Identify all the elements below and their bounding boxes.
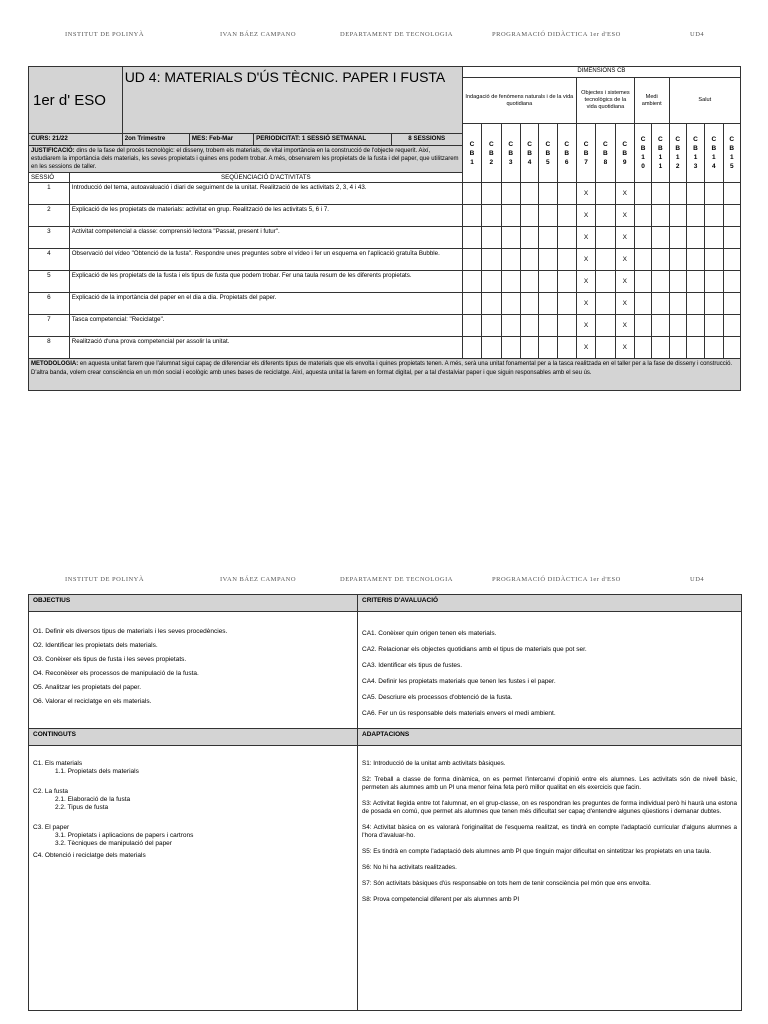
header-institute: INSTITUT DE POLINYÀ bbox=[65, 31, 145, 38]
criteria-list bbox=[358, 612, 742, 729]
adaptation-item: S2: Treball a classe de forma dinàmica, on es permet l'intercanvi d'opinió entre els alumnes. Les activitats són de nivell bàsic, permeten als alumnes amb un PI una menor feina feta però millor qualitat en els exercicis que facin. bbox=[362, 776, 737, 791]
cb-header: C B 9 bbox=[615, 124, 634, 183]
cb-mark-cell bbox=[686, 183, 704, 205]
cb-header: C B 1 0 bbox=[634, 124, 651, 183]
cb-mark-cell bbox=[686, 293, 704, 315]
cb-mark-cell bbox=[520, 205, 538, 227]
activity-description: Explicació de les propietats de materials: activitat en grup. Realització de les activitats 5, 6 i 7. bbox=[69, 205, 462, 227]
cb-mark-cell bbox=[723, 337, 741, 359]
cb-mark-cell bbox=[723, 315, 741, 337]
cb-mark-cell bbox=[705, 293, 723, 315]
session-number: 5 bbox=[29, 271, 70, 293]
cb-mark-cell bbox=[686, 205, 704, 227]
cb-mark-cell bbox=[462, 227, 481, 249]
activity-row bbox=[29, 227, 741, 249]
cb-header: C B 2 bbox=[482, 124, 501, 183]
cb-mark-cell bbox=[652, 271, 669, 293]
sequence-header: SEQÜENCIACIÓ D'ACTIVITATS bbox=[69, 173, 462, 183]
methodology-label: METODOLOGIA: bbox=[31, 361, 79, 367]
activity-row bbox=[29, 293, 741, 315]
cb-header: C B 6 bbox=[557, 124, 576, 183]
cb-mark-cell bbox=[705, 205, 723, 227]
cb-mark-cell bbox=[557, 315, 576, 337]
cb-mark-cell bbox=[652, 183, 669, 205]
cb-mark-cell bbox=[634, 205, 651, 227]
cb-mark-cell: X bbox=[615, 271, 634, 293]
adaptation-item: S8: Prova competencial diferent per als alumnes amb PI bbox=[362, 896, 520, 903]
objectives-header: OBJECTIUS bbox=[29, 595, 358, 612]
session-number: 4 bbox=[29, 249, 70, 271]
cb-mark-cell bbox=[705, 227, 723, 249]
activity-description: Activitat competencial a classe: comprensió lectora "Passat, present i futur". bbox=[69, 227, 462, 249]
cb-mark-cell bbox=[482, 293, 501, 315]
cb-mark-cell: X bbox=[576, 337, 595, 359]
cb-mark-cell bbox=[634, 183, 651, 205]
methodology bbox=[29, 359, 741, 391]
cb-mark-cell bbox=[669, 293, 686, 315]
cb-mark-cell: X bbox=[576, 271, 595, 293]
cb-mark-cell bbox=[705, 315, 723, 337]
content-subitem: 3.1. Propietats i aplicacions de papers i cartrons bbox=[55, 832, 194, 839]
activity-row bbox=[29, 183, 741, 205]
cb-mark-cell bbox=[596, 205, 615, 227]
cb-header: C B 3 bbox=[501, 124, 520, 183]
cb-mark-cell bbox=[520, 293, 538, 315]
cb-mark-cell bbox=[596, 227, 615, 249]
cb-mark-cell bbox=[723, 183, 741, 205]
trimester: 2on Trimestre bbox=[122, 134, 189, 146]
cb-mark-cell bbox=[482, 337, 501, 359]
criteria-item: CA3. Identificar els tipus de fustes. bbox=[362, 662, 463, 669]
cb-mark-cell bbox=[705, 183, 723, 205]
content-subitem: 3.2. Tècniques de manipulació del paper bbox=[55, 840, 172, 847]
cb-mark-cell bbox=[652, 205, 669, 227]
cb-mark-cell: X bbox=[615, 183, 634, 205]
session-number: 2 bbox=[29, 205, 70, 227]
activity-description: Explicació de les propietats de la fusta i els tipus de fusta que podem trobar. Fer una taula resum de les diferents propietats. bbox=[69, 271, 462, 293]
cb-mark-cell bbox=[501, 271, 520, 293]
adaptation-item: S6: No hi ha activitats realitzades. bbox=[362, 864, 457, 871]
cb-mark-cell bbox=[462, 205, 481, 227]
cb-mark-cell bbox=[669, 271, 686, 293]
cb-header: C B 1 3 bbox=[686, 124, 704, 183]
cb-mark-cell bbox=[501, 315, 520, 337]
cb-mark-cell bbox=[539, 271, 557, 293]
cb-mark-cell bbox=[557, 227, 576, 249]
cb-mark-cell bbox=[520, 315, 538, 337]
cb-mark-cell bbox=[669, 183, 686, 205]
activity-description: Observació del vídeo "Obtenció de la fusta". Respondre unes preguntes sobre el vídeo i fer un esquema en l'aplicació gratuïta Bubble. bbox=[69, 249, 462, 271]
objective-item: O2. Identificar les propietats dels materials. bbox=[33, 642, 158, 649]
cb-header: C B 7 bbox=[576, 124, 595, 183]
activity-row bbox=[29, 337, 741, 359]
cb-mark-cell bbox=[462, 183, 481, 205]
cb-mark-cell bbox=[596, 337, 615, 359]
cb-mark-cell bbox=[723, 227, 741, 249]
cb-mark-cell: X bbox=[576, 205, 595, 227]
criteria-item: CA6. Fer un ús responsable dels materials envers el medi ambient. bbox=[362, 710, 556, 717]
cb-mark-cell bbox=[634, 337, 651, 359]
cb-mark-cell bbox=[520, 337, 538, 359]
cb-mark-cell bbox=[462, 271, 481, 293]
cb-mark-cell bbox=[669, 227, 686, 249]
cb-mark-cell bbox=[539, 183, 557, 205]
content-subitem: 2.1. Elaboració de la fusta bbox=[55, 796, 131, 803]
cb-mark-cell bbox=[634, 249, 651, 271]
cb-mark-cell bbox=[723, 293, 741, 315]
criteria-item: CA4. Definir les propietats materials que tenen les fustes i el paper. bbox=[362, 678, 556, 685]
cb-mark-cell bbox=[634, 271, 651, 293]
header-department: DEPARTAMENT DE TECNOLOGIA bbox=[340, 31, 453, 38]
dimension-environment: Medi ambient bbox=[634, 78, 669, 124]
cb-mark-cell bbox=[557, 293, 576, 315]
course-year: CURS: 21/22 bbox=[29, 134, 123, 146]
cb-mark-cell bbox=[520, 271, 538, 293]
cb-mark-cell bbox=[557, 337, 576, 359]
cb-mark-cell bbox=[723, 271, 741, 293]
activity-description: Explicació de la importància del paper en el dia a dia. Propietats del paper. bbox=[69, 293, 462, 315]
session-header: SESSIÓ bbox=[29, 173, 70, 183]
cb-mark-cell bbox=[462, 249, 481, 271]
adaptation-item: S4: Activitat bàsica on es valorarà l'originalitat de l'esquema realitzat, es tindrà en compte l'adaptació curricular d'alguns alumnes a l'hora d'avaluar-ho. bbox=[362, 824, 737, 839]
cb-mark-cell bbox=[482, 205, 501, 227]
cb-mark-cell bbox=[686, 315, 704, 337]
session-number: 1 bbox=[29, 183, 70, 205]
justification-label: JUSTIFICACIÓ: bbox=[31, 148, 75, 154]
cb-mark-cell bbox=[686, 227, 704, 249]
cb-mark-cell: X bbox=[615, 293, 634, 315]
cb-mark-cell bbox=[669, 205, 686, 227]
cb-mark-cell bbox=[557, 205, 576, 227]
content-title: C2. La fusta bbox=[33, 788, 69, 795]
unit-title: UD 4: MATERIALS D'ÚS TÈCNIC. PAPER I FUSTA bbox=[122, 67, 462, 134]
cb-mark-cell bbox=[723, 249, 741, 271]
cb-mark-cell bbox=[557, 271, 576, 293]
adaptation-item: S7: Són activitats bàsiques d'ús responsable on tots hem de tenir consciència pel món que ens envolta. bbox=[362, 880, 651, 887]
dimension-health: Salut bbox=[669, 78, 740, 124]
activity-row bbox=[29, 205, 741, 227]
cb-mark-cell bbox=[723, 205, 741, 227]
content-title: C1. Els materials bbox=[33, 760, 83, 767]
cb-mark-cell bbox=[652, 227, 669, 249]
cb-mark-cell bbox=[669, 315, 686, 337]
criteria-header: CRITERIS D'AVALUACIÓ bbox=[358, 595, 742, 612]
cb-mark-cell bbox=[501, 249, 520, 271]
cb-mark-cell bbox=[705, 249, 723, 271]
cb-mark-cell: X bbox=[576, 315, 595, 337]
unit-sheet-table bbox=[28, 66, 741, 391]
activity-description: Realització d'una prova competencial per assolir la unitat. bbox=[69, 337, 462, 359]
criteria-item: CA2. Relacionar els objectes quotidians amb el tipus de materials que pot ser. bbox=[362, 646, 587, 653]
cb-mark-cell bbox=[482, 249, 501, 271]
criteria-item: CA1. Conèixer quin origen tenen els materials. bbox=[362, 630, 497, 637]
cb-mark-cell bbox=[669, 337, 686, 359]
cb-mark-cell bbox=[462, 293, 481, 315]
adaptations-header: ADAPTACIONS bbox=[358, 729, 742, 746]
objective-item: O1. Definir els diversos tipus de materials i les seves procedències. bbox=[33, 628, 228, 635]
header-institute: INSTITUT DE POLINYÀ bbox=[65, 576, 145, 583]
cb-mark-cell bbox=[686, 249, 704, 271]
cb-mark-cell: X bbox=[576, 293, 595, 315]
cb-mark-cell bbox=[652, 315, 669, 337]
cb-mark-cell bbox=[705, 271, 723, 293]
cb-mark-cell bbox=[539, 205, 557, 227]
cb-header: C B 1 4 bbox=[705, 124, 723, 183]
dimension-natural-phenomena: Indagació de fenòmens naturals i de la vida quotidiana bbox=[462, 78, 576, 124]
cb-mark-cell bbox=[520, 183, 538, 205]
activity-row bbox=[29, 315, 741, 337]
cb-mark-cell bbox=[520, 249, 538, 271]
cb-mark-cell bbox=[539, 227, 557, 249]
cb-mark-cell bbox=[686, 271, 704, 293]
session-number: 7 bbox=[29, 315, 70, 337]
cb-mark-cell bbox=[652, 293, 669, 315]
contents-list bbox=[29, 746, 358, 1011]
cb-mark-cell bbox=[539, 249, 557, 271]
course-label: 1er d' ESO bbox=[29, 67, 123, 134]
months: MES: Feb-Mar bbox=[189, 134, 253, 146]
activity-description: Introducció del tema, autoavaluació i diari de seguiment de la unitat. Realització de les activitats 2, 3, 4 i 43. bbox=[69, 183, 462, 205]
cb-mark-cell: X bbox=[576, 183, 595, 205]
cb-mark-cell bbox=[596, 315, 615, 337]
adaptation-item: S5: Es tindrà en compte l'adaptació dels alumnes amb PI que tinguin major dificultat en sintetitzar les propietats en una taula. bbox=[362, 848, 712, 855]
cb-mark-cell bbox=[669, 249, 686, 271]
session-number: 8 bbox=[29, 337, 70, 359]
sessions-count: 8 SESSIONS bbox=[391, 134, 462, 146]
cb-mark-cell: X bbox=[615, 205, 634, 227]
objective-item: O4. Reconèixer els processos de manipulació de la fusta. bbox=[33, 670, 199, 677]
cb-mark-cell bbox=[482, 315, 501, 337]
objectives-criteria-table bbox=[28, 594, 742, 1011]
cb-mark-cell bbox=[539, 293, 557, 315]
cb-mark-cell bbox=[520, 227, 538, 249]
header-programming: PROGRAMACIÓ DIDÀCTICA 1er d'ESO bbox=[492, 31, 621, 38]
cb-header: C B 1 bbox=[462, 124, 481, 183]
header-unit: UD4 bbox=[690, 576, 705, 583]
content-title: C3. El paper bbox=[33, 824, 70, 831]
cb-mark-cell: X bbox=[576, 249, 595, 271]
cb-mark-cell bbox=[462, 315, 481, 337]
periodicity: PERIODICITAT: 1 SESSIÓ SETMANAL bbox=[254, 134, 391, 146]
cb-mark-cell: X bbox=[615, 227, 634, 249]
header-unit: UD4 bbox=[690, 31, 705, 38]
header-author: IVAN BÁEZ CAMPANO bbox=[220, 576, 297, 583]
cb-mark-cell bbox=[539, 315, 557, 337]
cb-header: C B 5 bbox=[539, 124, 557, 183]
cb-mark-cell bbox=[596, 271, 615, 293]
session-number: 3 bbox=[29, 227, 70, 249]
cb-mark-cell bbox=[482, 271, 501, 293]
dimension-tech-objects: Objectes i sistemes tecnològics de la vida quotidiana bbox=[576, 78, 634, 124]
activity-row bbox=[29, 271, 741, 293]
cb-mark-cell bbox=[705, 337, 723, 359]
cb-mark-cell bbox=[501, 293, 520, 315]
header-programming: PROGRAMACIÓ DIDÀCTICA 1er d'ESO bbox=[492, 576, 621, 583]
cb-header: C B 1 1 bbox=[652, 124, 669, 183]
cb-mark-cell bbox=[652, 337, 669, 359]
objectives-list bbox=[29, 612, 358, 729]
cb-header: C B 1 2 bbox=[669, 124, 686, 183]
cb-header: C B 8 bbox=[596, 124, 615, 183]
cb-header: C B 4 bbox=[520, 124, 538, 183]
cb-mark-cell bbox=[652, 249, 669, 271]
cb-mark-cell: X bbox=[615, 249, 634, 271]
justification-text: dins de la fase del procés tecnològic: el disseny, trobem els materials, de vital importància en la construcció de l'objecte requerit. Així, estudiarem la importància dels materials, les seves propietats i quines ens podem trobar. A més, observarem les propietats de la fusta i del paper, que utilitzarem en les sessions de taller. bbox=[31, 148, 459, 170]
cb-mark-cell bbox=[501, 337, 520, 359]
dimensions-title: DIMENSIONS CB bbox=[462, 67, 740, 78]
cb-mark-cell: X bbox=[576, 227, 595, 249]
cb-mark-cell bbox=[596, 249, 615, 271]
cb-mark-cell: X bbox=[615, 315, 634, 337]
adaptation-item: S1: Introducció de la unitat amb activitats bàsiques. bbox=[362, 760, 506, 767]
cb-mark-cell bbox=[557, 249, 576, 271]
contents-header: CONTINGUTS bbox=[29, 729, 358, 746]
methodology-text: en aquesta unitat farem que l'alumnat sigui capaç de diferenciar els diferents tipus de materials que els envolta i quines propietats tenen. A més, serà una unitat fonamental per a la tasca realitzada en el taller per a la fase de disseny i construcció. D'altra banda, volem crear consciència en un món social i ecològic amb unes bases de reciclatge. Així, aquesta unitat la farem en format digital, per a tal d'estalviar paper i que siguin responsables amb el seu ús. bbox=[31, 361, 733, 376]
criteria-item: CA5. Descriure els processos d'obtenció de la fusta. bbox=[362, 694, 513, 701]
header-author: IVAN BÁEZ CAMPANO bbox=[220, 31, 297, 38]
cb-mark-cell bbox=[501, 227, 520, 249]
objective-item: O5. Analitzar les propietats del paper. bbox=[33, 684, 142, 691]
cb-mark-cell bbox=[482, 183, 501, 205]
cb-header: C B 1 5 bbox=[723, 124, 741, 183]
cb-mark-cell bbox=[462, 337, 481, 359]
content-title: C4. Obtenció i reciclatge dels materials bbox=[33, 852, 146, 859]
cb-mark-cell bbox=[482, 227, 501, 249]
adaptations-list bbox=[358, 746, 742, 1011]
cb-mark-cell bbox=[557, 183, 576, 205]
cb-mark-cell bbox=[634, 293, 651, 315]
cb-mark-cell bbox=[501, 205, 520, 227]
cb-mark-cell bbox=[596, 293, 615, 315]
cb-mark-cell bbox=[596, 183, 615, 205]
adaptation-item: S3: Activitat llegida entre tot l'alumnat, en el grup-classe, on es respondran les preguntes de forma individual però hi haurà una estona de posada en comú, que permet als alumnes que tenen més dificultat ser capaç d'entendre algunes qüestions i demanar dubtes. bbox=[362, 800, 737, 815]
activity-row bbox=[29, 249, 741, 271]
cb-mark-cell bbox=[501, 183, 520, 205]
content-subitem: 1.1. Propietats dels materials bbox=[55, 768, 139, 775]
session-number: 6 bbox=[29, 293, 70, 315]
activity-description: Tasca competencial: "Reciclatge". bbox=[69, 315, 462, 337]
cb-mark-cell bbox=[634, 315, 651, 337]
objective-item: O3. Conèixer els tipus de fusta i les seves propietats. bbox=[33, 656, 187, 663]
justification bbox=[29, 146, 463, 173]
cb-mark-cell bbox=[686, 337, 704, 359]
objective-item: O6. Valorar el reciclatge en els materials. bbox=[33, 698, 152, 705]
cb-mark-cell bbox=[634, 227, 651, 249]
cb-mark-cell: X bbox=[615, 337, 634, 359]
header-department: DEPARTAMENT DE TECNOLOGIA bbox=[340, 576, 453, 583]
content-subitem: 2.2. Tipus de fusta bbox=[55, 804, 109, 811]
cb-mark-cell bbox=[539, 337, 557, 359]
